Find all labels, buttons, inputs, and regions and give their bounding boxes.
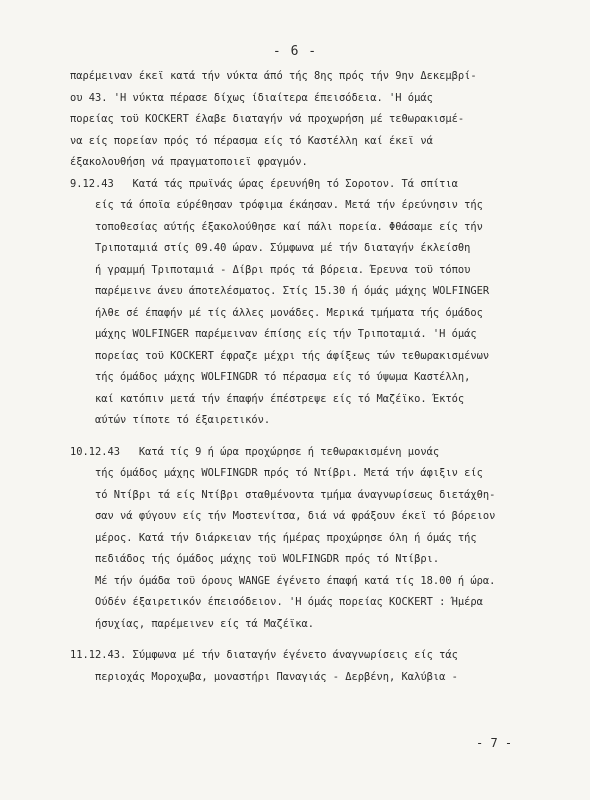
text-line: πεδιάδος τής όμάδος μάχης τοϋ WOLFINGDR πρός τό Ντίβρι. [70,553,440,565]
text-line: 10.12.43 Κατά τίς 9 ή ώρα προχώρησε ή τεθωρακισμένη μονάς [70,445,440,458]
text-line: να είς πορείαν πρός τό πέρασμα είς τό Καστέλλη καί έκεϊ νά [70,134,433,147]
paragraph-dec-9 [70,174,570,432]
paragraph-dec-11 [70,645,570,688]
text-line: τής όμάδος μάχης WOLFINGDR τό πέρασμα είς τό ύψωμα Καστέλλη, [70,371,471,383]
text-line: Μέ τήν όμάδα τοϋ όρους WANGE έγένετο έπαφή κατά τίς 18.00 ή ώρα. [70,574,496,587]
text-line: 11.12.43. Σύμφωνα μέ τήν διαταγήν έγένετο άναγνωρίσεις είς τάς [70,649,458,661]
text-line: ήλθε σέ έπαφήν μέ τίς άλλες μονάδες. Μερικά τμήματα τής όμάδος [70,306,483,319]
text-line: καί κατόπιν μετά τήν έπαφήν έπέστρεψε είς τό Μαζέϊκο. Έκτός [70,392,465,405]
page-number: - 6 - [272,44,318,59]
text-line: ήσυχίας, παρέμεινεν είς τά Μαζέϊκα. [70,617,314,630]
text-line: είς τά όποϊα εύρέθησαν τρόφιμα έκάησαν. Μετά τήν έρεύνησιν τής [70,199,483,211]
paragraph-dec-10 [70,442,570,636]
text-line: έξακολουθήση νά πραγματοποιεϊ φραγμόν. [70,156,308,168]
text-line: περιοχάς Μοροχωβα, μοναστήρι Παναγιάς - Δερβένη, Καλύβια - [70,670,458,683]
paragraph-gap [70,635,570,645]
text-line: παρέμειναν έκεϊ κατά τήν νύκτα άπό τής 8ης πρός τήν 9ην Δεκεμβρί- [70,70,477,82]
text-line: πορείας τοϋ KOCKERT έλαβε διαταγήν νά προχωρήση μέ τεθωρακισμέ- [70,113,465,125]
text-line: παρέμεινε άνευ άποτελέσματος. Στίς 15.30 ή όμάς μάχης WOLFINGER [70,285,490,297]
text-line: σαν νά φύγουν είς τήν Μοστενίτσα, διά νά φράξουν έκεϊ τό βόρειον [70,510,496,522]
text-line: μάχης WOLFINGER παρέμειναν έπίσης είς τήν Τριποταμιά. 'Η όμάς [70,328,477,340]
text-line: ου 43. 'Η νύκτα πέρασε δίχως ίδιαίτερα έπεισόδεια. 'Η όμάς [70,91,433,104]
text-line: Ούδέν έξαιρετικόν έπεισόδειον. 'Η όμάς πορείας KOCKERT : Ήμέρα [70,596,483,608]
document-body [70,66,570,688]
text-line: μέρος. Κατά τήν διάρκειαν τής ήμέρας προχώρησε όλη ή όμάς τής [70,531,477,544]
text-line: Τριποταμιά στίς 09.40 ώραν. Σύμφωνα μέ τήν διαταγήν έκλείσθη [70,242,471,254]
text-line: τό Ντίβρι τά είς Ντίβρι σταθμένοντα τμήμα άναγνωρίσεως διετάχθη- [70,488,496,501]
next-page-marker: - 7 - [476,736,513,750]
text-line: τής όμάδος μάχης WOLFINGDR πρός τό Ντίβρι. Μετά τήν άφιξιν είς [70,467,483,479]
text-line: πορείας τοϋ KOCKERT έφραζε μέχρι τής άφίξεως τών τεθωρακισμένων [70,349,490,362]
text-line: τοποθεσίας αύτής έξακολούθησε καί πάλι πορεία. Φθάσαμε είς τήν [70,220,483,233]
text-line: αύτών τίποτε τό έξαιρετικόν. [70,414,271,426]
text-line: ή γραμμή Τριποταμιά - Δίβρι πρός τά βόρεια. Έρευνα τοϋ τόπου [70,263,471,276]
paragraph-gap [70,432,570,442]
text-line: 9.12.43 Κατά τάς πρωϊνάς ώρας έρευνήθη τό Σοροτον. Τά σπίτια [70,177,458,190]
paragraph-dec-8 [70,66,570,174]
